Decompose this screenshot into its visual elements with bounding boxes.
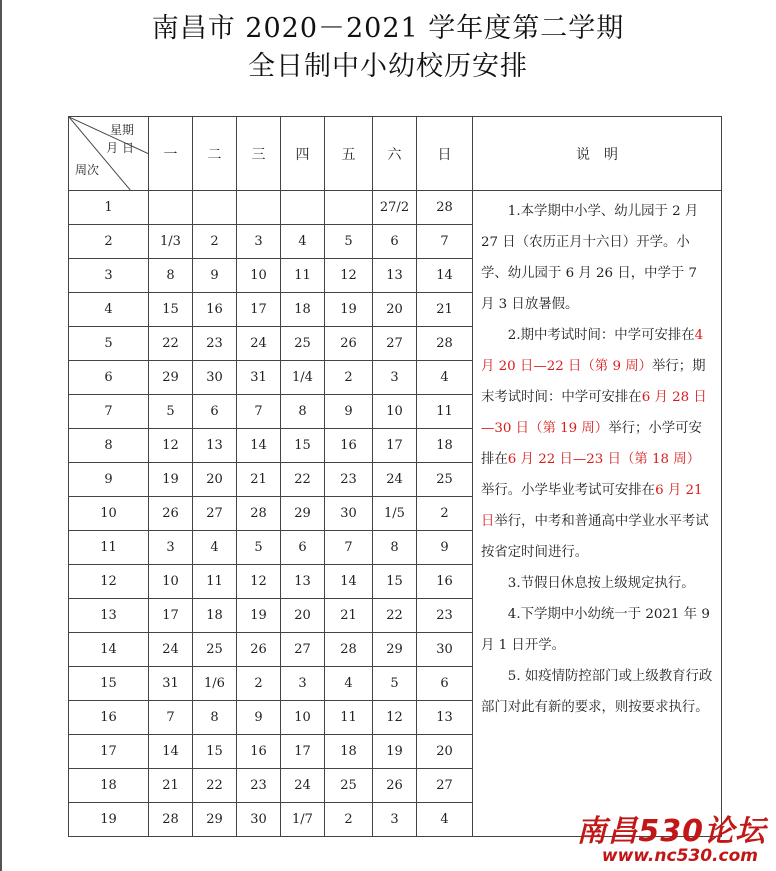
primary-exam-date-highlight: 6 月 22 日—23 日（第 18 周）: [507, 452, 701, 467]
date-cell: 3: [149, 531, 193, 565]
date-cell: 8: [149, 259, 193, 293]
date-cell: 3: [237, 225, 281, 259]
date-cell: 27: [193, 497, 237, 531]
date-cell: 26: [373, 769, 417, 803]
date-cell: 9: [193, 259, 237, 293]
date-cell: 28: [417, 327, 473, 361]
header-day-mon: 一: [149, 117, 193, 191]
date-cell: 10: [149, 565, 193, 599]
date-cell: 21: [237, 463, 281, 497]
date-cell: 4: [325, 667, 373, 701]
date-cell: 22: [373, 599, 417, 633]
date-cell: 25: [193, 633, 237, 667]
date-cell: 10: [237, 259, 281, 293]
date-cell: 5: [237, 531, 281, 565]
date-cell: 29: [281, 497, 325, 531]
date-cell: 21: [417, 293, 473, 327]
note-2: [481, 320, 713, 568]
date-cell: 6: [373, 225, 417, 259]
date-cell: 1/6: [193, 667, 237, 701]
date-cell: 20: [373, 293, 417, 327]
corner-label-week: 周次: [75, 163, 100, 177]
week-number: 2: [69, 225, 149, 259]
date-cell: 15: [193, 735, 237, 769]
week-number: 8: [69, 429, 149, 463]
date-cell: [325, 191, 373, 225]
date-cell: 21: [149, 769, 193, 803]
week-number: 6: [69, 361, 149, 395]
date-cell: 28: [149, 803, 193, 837]
date-cell: 9: [417, 531, 473, 565]
note-2-text: 举行，中考和普通高中学业水平考试按省定时间进行。: [481, 514, 709, 560]
date-cell: [149, 191, 193, 225]
page-title: 南昌市 2020－2021 学年度第二学期: [151, 13, 625, 44]
corner-label-month-day: 月 日: [106, 141, 134, 155]
date-cell: 20: [417, 735, 473, 769]
date-cell: 17: [149, 599, 193, 633]
date-cell: 24: [281, 769, 325, 803]
date-cell: 24: [149, 633, 193, 667]
date-cell: 2: [417, 497, 473, 531]
date-cell: 22: [149, 327, 193, 361]
date-cell: 24: [237, 327, 281, 361]
week-number: 19: [69, 803, 149, 837]
date-cell: 16: [325, 429, 373, 463]
final-exam-date-highlight: 6 月 28 日—30 日（第 19 周）: [481, 390, 707, 436]
date-cell: 11: [417, 395, 473, 429]
date-cell: 28: [417, 191, 473, 225]
week-number: 1: [69, 191, 149, 225]
date-cell: 1/7: [281, 803, 325, 837]
date-cell: 18: [417, 429, 473, 463]
date-cell: 21: [325, 599, 373, 633]
watermark-logo: 南昌530论坛: [576, 814, 766, 849]
date-cell: 3: [373, 361, 417, 395]
date-cell: 11: [281, 259, 325, 293]
date-cell: 7: [417, 225, 473, 259]
date-cell: 12: [149, 429, 193, 463]
date-cell: 26: [325, 327, 373, 361]
date-cell: 29: [193, 803, 237, 837]
page-subtitle: 全日制中小幼校历安排: [248, 51, 528, 82]
week-number: 18: [69, 769, 149, 803]
date-cell: 8: [373, 531, 417, 565]
date-cell: 12: [325, 259, 373, 293]
date-cell: 13: [417, 701, 473, 735]
header-day-thu: 四: [281, 117, 325, 191]
date-cell: 8: [281, 395, 325, 429]
date-cell: 11: [325, 701, 373, 735]
date-cell: 12: [373, 701, 417, 735]
watermark-url: www.nc530.com: [601, 846, 758, 866]
week-number: 13: [69, 599, 149, 633]
date-cell: 10: [281, 701, 325, 735]
date-cell: 15: [373, 565, 417, 599]
date-cell: 26: [237, 633, 281, 667]
date-cell: 5: [149, 395, 193, 429]
note-2-text: 举行。小学毕业考试可安排在: [481, 483, 656, 498]
date-cell: 23: [237, 769, 281, 803]
week-number: 4: [69, 293, 149, 327]
date-cell: 17: [237, 293, 281, 327]
date-cell: 28: [325, 633, 373, 667]
date-cell: 14: [149, 735, 193, 769]
date-cell: 6: [417, 667, 473, 701]
page-left-border: [0, 0, 2, 871]
date-cell: 14: [417, 259, 473, 293]
week-number: 15: [69, 667, 149, 701]
date-cell: 16: [417, 565, 473, 599]
date-cell: 18: [281, 293, 325, 327]
school-calendar-table: [68, 116, 722, 837]
date-cell: 16: [193, 293, 237, 327]
date-cell: 19: [373, 735, 417, 769]
midterm-date-highlight: 4 月 20 日—22 日（第 9 周）: [481, 328, 704, 374]
date-cell: 7: [149, 701, 193, 735]
date-cell: 27: [281, 633, 325, 667]
header-day-tue: 二: [193, 117, 237, 191]
date-cell: 22: [281, 463, 325, 497]
date-cell: 27: [417, 769, 473, 803]
date-cell: 4: [281, 225, 325, 259]
date-cell: 30: [237, 803, 281, 837]
date-cell: 31: [237, 361, 281, 395]
note-3: 3.节假日休息按上级规定执行。: [507, 576, 695, 591]
corner-cell: [69, 117, 149, 191]
date-cell: 25: [281, 327, 325, 361]
week-number: 10: [69, 497, 149, 531]
date-cell: 17: [373, 429, 417, 463]
date-cell: [193, 191, 237, 225]
note-2-text: 2.期中考试时间：中学可安排在: [507, 328, 695, 343]
date-cell: 2: [325, 361, 373, 395]
date-cell: 10: [373, 395, 417, 429]
date-cell: 4: [417, 803, 473, 837]
date-cell: 20: [281, 599, 325, 633]
date-cell: 30: [325, 497, 373, 531]
header-row: [69, 117, 722, 191]
week-number: 7: [69, 395, 149, 429]
note-1: 1.本学期中小学、幼儿园于 2 月 27 日（农历正月十六日）开学。小学、幼儿园于 6 月 26 日，中学于 7 月 3 日放暑假。: [481, 204, 699, 312]
date-cell: 26: [149, 497, 193, 531]
date-cell: 6: [193, 395, 237, 429]
date-cell: 7: [237, 395, 281, 429]
date-cell: 30: [193, 361, 237, 395]
date-cell: 8: [193, 701, 237, 735]
header-day-sat: 六: [373, 117, 417, 191]
date-cell: 7: [325, 531, 373, 565]
date-cell: 22: [193, 769, 237, 803]
date-cell: 6: [281, 531, 325, 565]
date-cell: 31: [149, 667, 193, 701]
date-cell: 28: [237, 497, 281, 531]
date-cell: 16: [237, 735, 281, 769]
date-cell: 3: [373, 803, 417, 837]
date-cell: 13: [373, 259, 417, 293]
date-cell: 27/2: [373, 191, 417, 225]
date-cell: 4: [417, 361, 473, 395]
header-day-sun: 日: [417, 117, 473, 191]
date-cell: 4: [193, 531, 237, 565]
date-cell: 30: [417, 633, 473, 667]
note-2-text: 举行；期末考试时间：中学可安排在: [481, 359, 706, 405]
date-cell: 19: [149, 463, 193, 497]
date-cell: 1/4: [281, 361, 325, 395]
week-number: 14: [69, 633, 149, 667]
date-cell: 13: [193, 429, 237, 463]
date-cell: 5: [373, 667, 417, 701]
week-row: [69, 191, 722, 225]
date-cell: 17: [281, 735, 325, 769]
corner-label-weekday: 星期: [109, 123, 134, 137]
date-cell: 29: [373, 633, 417, 667]
date-cell: 18: [193, 599, 237, 633]
header-notes: 说 明: [473, 117, 722, 191]
week-number: 11: [69, 531, 149, 565]
date-cell: 19: [237, 599, 281, 633]
date-cell: 14: [325, 565, 373, 599]
date-cell: 18: [325, 735, 373, 769]
week-number: 17: [69, 735, 149, 769]
date-cell: 12: [237, 565, 281, 599]
date-cell: [237, 191, 281, 225]
date-cell: 15: [281, 429, 325, 463]
date-cell: 2: [237, 667, 281, 701]
date-cell: 23: [193, 327, 237, 361]
date-cell: 2: [325, 803, 373, 837]
date-cell: 11: [193, 565, 237, 599]
note-2-text: 举行；小学可安排在: [481, 421, 702, 467]
note-5: 5. 如疫情防控部门或上级教育行政部门对此有新的要求，则按要求执行。: [481, 669, 713, 715]
date-cell: 24: [373, 463, 417, 497]
date-cell: 25: [325, 769, 373, 803]
week-number: 16: [69, 701, 149, 735]
date-cell: 9: [325, 395, 373, 429]
date-cell: 5: [325, 225, 373, 259]
date-cell: 20: [193, 463, 237, 497]
date-cell: 9: [237, 701, 281, 735]
week-number: 5: [69, 327, 149, 361]
date-cell: 23: [417, 599, 473, 633]
date-cell: 23: [325, 463, 373, 497]
date-cell: 3: [281, 667, 325, 701]
week-number: 3: [69, 259, 149, 293]
date-cell: 27: [373, 327, 417, 361]
date-cell: 1/5: [373, 497, 417, 531]
date-cell: 15: [149, 293, 193, 327]
graduation-exam-date-highlight: 6 月 21 日: [481, 483, 703, 529]
date-cell: 14: [237, 429, 281, 463]
week-number: 12: [69, 565, 149, 599]
header-day-wed: 三: [237, 117, 281, 191]
date-cell: 2: [193, 225, 237, 259]
notes-cell: [473, 191, 722, 837]
date-cell: 19: [325, 293, 373, 327]
date-cell: 25: [417, 463, 473, 497]
date-cell: 1/3: [149, 225, 193, 259]
date-cell: [281, 191, 325, 225]
note-4: 4.下学期中小幼统一于 2021 年 9 月 1 日开学。: [481, 607, 710, 653]
date-cell: 13: [281, 565, 325, 599]
header-day-fri: 五: [325, 117, 373, 191]
date-cell: 29: [149, 361, 193, 395]
week-number: 9: [69, 463, 149, 497]
